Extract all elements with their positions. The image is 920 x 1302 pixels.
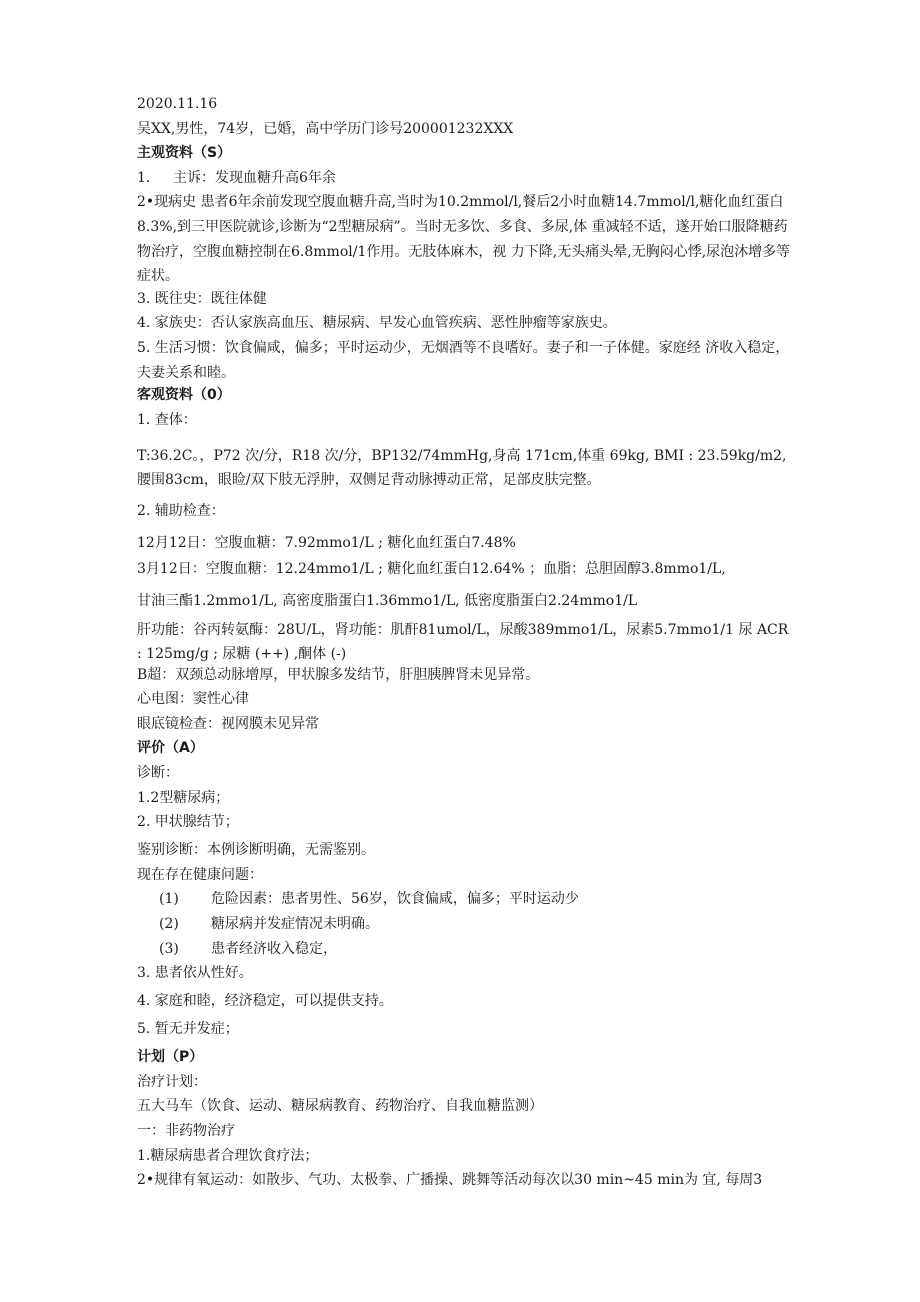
- non-drug-therapy: 一：非药物治疗: [137, 1123, 235, 1139]
- treatment-plan-label: 治疗计划：: [137, 1073, 207, 1090]
- lab-result-1: 12月12日：空腹血糖：7.92mmo1/L ; 糖化血红蛋白7.48%: [137, 534, 516, 551]
- lab-result-2: 3月12日：空腹血糖：12.24mmo1/L ; 糖化血红蛋白12.64% ；血脂：总胆固醇3.8mmo1/L,: [137, 560, 726, 577]
- physical-exam-label: 1. 查体：: [137, 411, 197, 428]
- present-illness: 2•现病史 患者6年余前发现空腹血糖升高,当时为10.2mmol/l,餐后2小时血糖14.7mmol/l,糖化血红蛋白8.3%,到三甲医院就诊,诊断为“2型糖尿病”。当时无多饮、多食、多尿,体 重减轻不适，遂开始口服降糖药物治疗，空腹血糖控制在6.8mmol/1作用。无肢体麻木，视 力下降,无头痛头晕,无胸闷心悸,尿泡沐增多等症状。: [137, 194, 791, 285]
- exercise-plan: 2•规律有氧运动：如散步、气功、太极拳、广播操、跳舞等活动每次以30 min~45 min为 宜, 每周3: [137, 1172, 763, 1189]
- issue-text: 糖尿病并发症情况未明确。: [211, 916, 379, 933]
- vitals: T:36.2C。，P72 次/分，R18 次/分，BP132/74mmHg,身高 171cm,体重 69kg, BMI : 23.59kg/m2, 腰围83cm，眼睑/双下肢无浮肿，双侧足背动脉搏动正常，足部皮肤完整。: [137, 447, 787, 489]
- diagnosis-1: 1.2型糖尿病；: [137, 789, 230, 806]
- ultrasound: B超：双颈总动脉增厚，甲状腺多发结节，肝胆胰脾肾未见异常。: [137, 666, 540, 683]
- lifestyle: 5. 生活习惯：饮食偏咸，偏多；平时运动少，无烟酒等不良嗜好。妻子和一子体健。家庭经 济收入稳定，夫妻关系和睦。: [137, 339, 790, 381]
- record-date: 2020.11.16: [137, 96, 218, 112]
- issue-number: (3): [159, 940, 179, 957]
- diagnosis-2: 2. 甲状腺结节；: [137, 814, 239, 831]
- assessment-3: 3. 患者依从性好。: [137, 965, 253, 982]
- chief-complaint: [137, 170, 797, 186]
- chief-complaint-text: 主诉：发现血糖升高6年余: [173, 169, 336, 186]
- plan-heading: 计划（P）: [137, 1049, 204, 1066]
- issue-text: 危险因素：患者男性、56岁，饮食偏咸，偏多；平时运动少: [211, 891, 579, 908]
- differential-diagnosis: 鉴别诊断：本例诊断明确，无需鉴别。: [137, 842, 375, 859]
- document-body: [137, 96, 797, 1197]
- issue-text: 患者经济收入稳定，: [211, 940, 337, 957]
- subjective-heading: 主观资料（S）: [137, 145, 232, 162]
- objective-heading: 客观资料（0）: [137, 387, 231, 404]
- diagnosis-label: 诊断：: [137, 765, 179, 782]
- fundus-exam: 眼底镜检查：视网膜未见异常: [137, 715, 319, 732]
- health-issue-2: [137, 916, 797, 932]
- five-pillars: 五大马车（饮食、运动、糖尿病教育、药物治疗、自我血糖监测）: [137, 1098, 543, 1115]
- lab-result-4: 肝功能：谷丙转氨酶：28U/L，肾功能：肌酐81umol/L，尿酸389mmo1/L，尿素5.7mmo1/1 尿 ACR : 125mg/g ; 尿糖 (++) ,酮体 (-): [137, 621, 789, 663]
- assessment-4: 4. 家庭和睦，经济稳定，可以提供支持。: [137, 993, 393, 1010]
- assessment-5: 5. 暂无并发症；: [137, 1021, 239, 1038]
- assessment-heading: 评价（A）: [137, 740, 204, 757]
- health-issue-1: [137, 891, 797, 907]
- family-history: 4. 家族史：否认家族高血压、糖尿病、早发心血管疾病、恶性肿瘤等家族史。: [137, 315, 617, 332]
- ecg: 心电图：窦性心律: [137, 691, 249, 708]
- lab-result-3: 甘油三酯1.2mmo1/L, 高密度脂蛋白1.36mmo1/L, 低密度脂蛋白2.24mmo1/L: [137, 592, 638, 609]
- auxiliary-exam-label: 2. 辅助检查：: [137, 502, 225, 519]
- item-number: 1.: [137, 169, 151, 186]
- diet-therapy: 1.糖尿病患者合理饮食疗法；: [137, 1147, 319, 1164]
- health-issue-3: [137, 941, 797, 957]
- issue-number: (1): [159, 891, 179, 908]
- past-history: 3. 既往史：既往体健: [137, 290, 267, 307]
- health-issues-label: 现在存在健康问题：: [137, 866, 263, 883]
- issue-number: (2): [159, 916, 179, 933]
- patient-info: 吴XX,男性，74岁，已婚，高中学历门诊号200001232XXX: [137, 120, 514, 137]
